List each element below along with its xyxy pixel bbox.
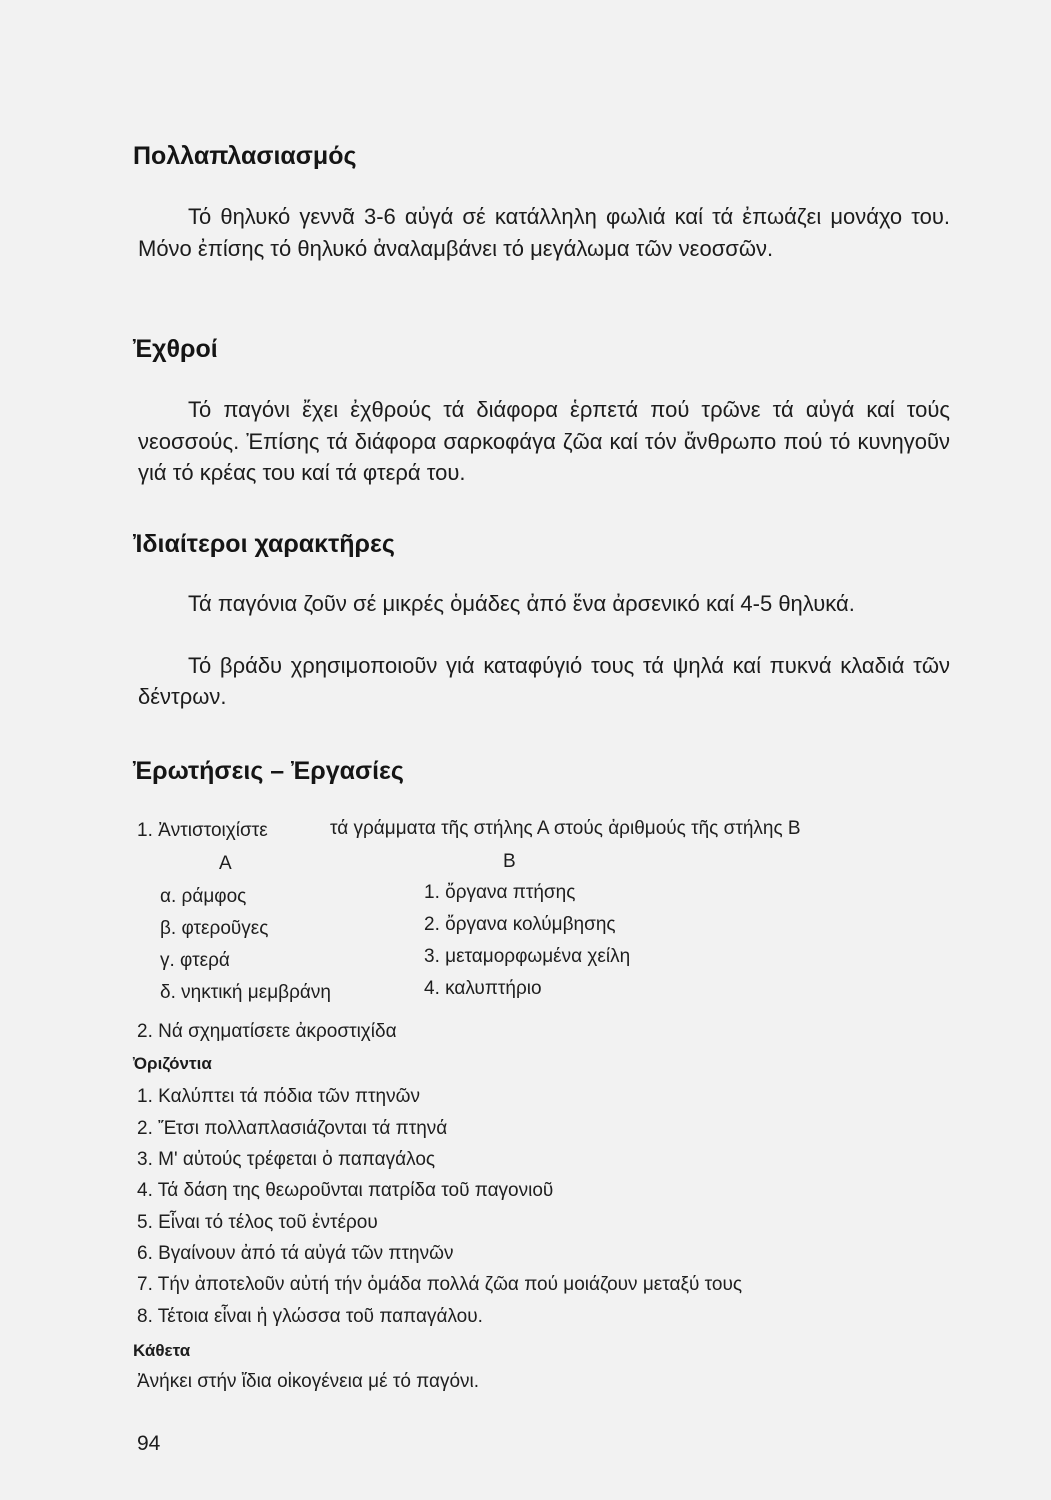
- section-title-questions: Ἐρωτήσεις – Ἐργασίες: [133, 757, 404, 785]
- q2-horizontal-item: 1. Καλύπτει τά πόδια τῶν πτηνῶν: [137, 1086, 420, 1107]
- q1-col-a-item: β. φτεροῦγες: [160, 918, 269, 939]
- q1-col-b-item: 1. ὄργανα πτήσης: [424, 882, 576, 903]
- paragraph-traits-1: Τά παγόνια ζοῦν σέ μικρές ὁμάδες ἀπό ἕνα ἀρσενικό καί 4-5 θηλυκά.: [188, 591, 855, 616]
- q2-vertical-item: Ἀνήκει στήν ἴδια οἰκογένεια μέ τό παγόνι.: [137, 1371, 480, 1392]
- q2-horizontal-item: 6. Βγαίνουν ἀπό τά αὐγά τῶν πτηνῶν: [137, 1243, 454, 1264]
- q1-col-b-item: 4. καλυπτήριο: [424, 978, 542, 999]
- section-title-enemies: Ἐχθροί: [133, 335, 218, 363]
- q1-col-a-item: α. ράμφος: [160, 886, 247, 907]
- q2-vertical-label: Κάθετα: [133, 1341, 191, 1360]
- q2-horizontal-item: 2. Ἔτσι πολλαπλασιάζονται τά πτηνά: [137, 1118, 448, 1139]
- q2-prompt: 2. Νά σχηματίσετε ἀκροστιχίδα: [137, 1021, 397, 1042]
- q2-horizontal-item: 5. Εἶναι τό τέλος τοῦ ἐντέρου: [137, 1212, 378, 1233]
- section-title-multiplication: Πολλαπλασιασμός: [133, 142, 357, 170]
- q2-horizontal-item: 8. Τέτοια εἶναι ἡ γλώσσα τοῦ παπαγάλου.: [137, 1306, 483, 1327]
- q1-prompt-right: τά γράμματα τῆς στήλης Α στούς ἀριθμούς τῆς στήλης Β: [330, 818, 801, 839]
- q2-horizontal-item: 4. Τά δάση της θεωροῦνται πατρίδα τοῦ παγονιοῦ: [137, 1180, 554, 1201]
- q2-horizontal-label: Ὀριζόντια: [133, 1054, 212, 1073]
- paragraph-traits-2: Τό βράδυ χρησιμοποιοῦν γιά καταφύγιό τους τά ψηλά καί πυκνά κλαδιά τῶν δέντρων.: [138, 653, 950, 709]
- q1-col-a-item: δ. νηκτική μεμβράνη: [160, 982, 331, 1003]
- q2-horizontal-item: 7. Τήν ἀποτελοῦν αὐτή τήν ὁμάδα πολλά ζῶα πού μοιάζουν μεταξύ τους: [137, 1274, 742, 1295]
- page-number: 94: [137, 1432, 161, 1455]
- section-title-traits: Ἰδιαίτεροι χαρακτῆρες: [133, 530, 395, 558]
- paragraph-multiplication: Τό θηλυκό γεννᾶ 3-6 αὐγά σέ κατάλληλη φωλιά καί τά ἐπωάζει μονάχο του. Μόνο ἐπίσης τό θηλυκό ἀναλαμβάνει τό μεγάλωμα τῶν νεοσσῶν.: [138, 204, 950, 261]
- q1-col-b-item: 2. ὄργανα κολύμβησης: [424, 914, 616, 935]
- q1-prompt-left: 1. Ἀντιστοιχίστε: [137, 820, 268, 841]
- q1-col-b-header: Β: [503, 851, 516, 872]
- q1-col-a-item: γ. φτερά: [160, 950, 230, 971]
- q1-col-b-item: 3. μεταμορφωμένα χείλη: [424, 946, 631, 967]
- paragraph-enemies: Τό παγόνι ἔχει ἐχθρούς τά διάφορα ἑρπετά πού τρῶνε τά αὐγά καί τούς νεοσσούς. Ἐπίσης τά διάφορα σαρκοφάγα ζῶα καί τόν ἄνθρωπο πού τό κυνηγοῦν γιά τό κρέας του καί τά φτερά του.: [138, 397, 950, 485]
- q1-col-a-header: Α: [219, 853, 232, 874]
- q2-horizontal-item: 3. Μ' αὐτούς τρέφεται ὁ παπαγάλος: [137, 1149, 436, 1170]
